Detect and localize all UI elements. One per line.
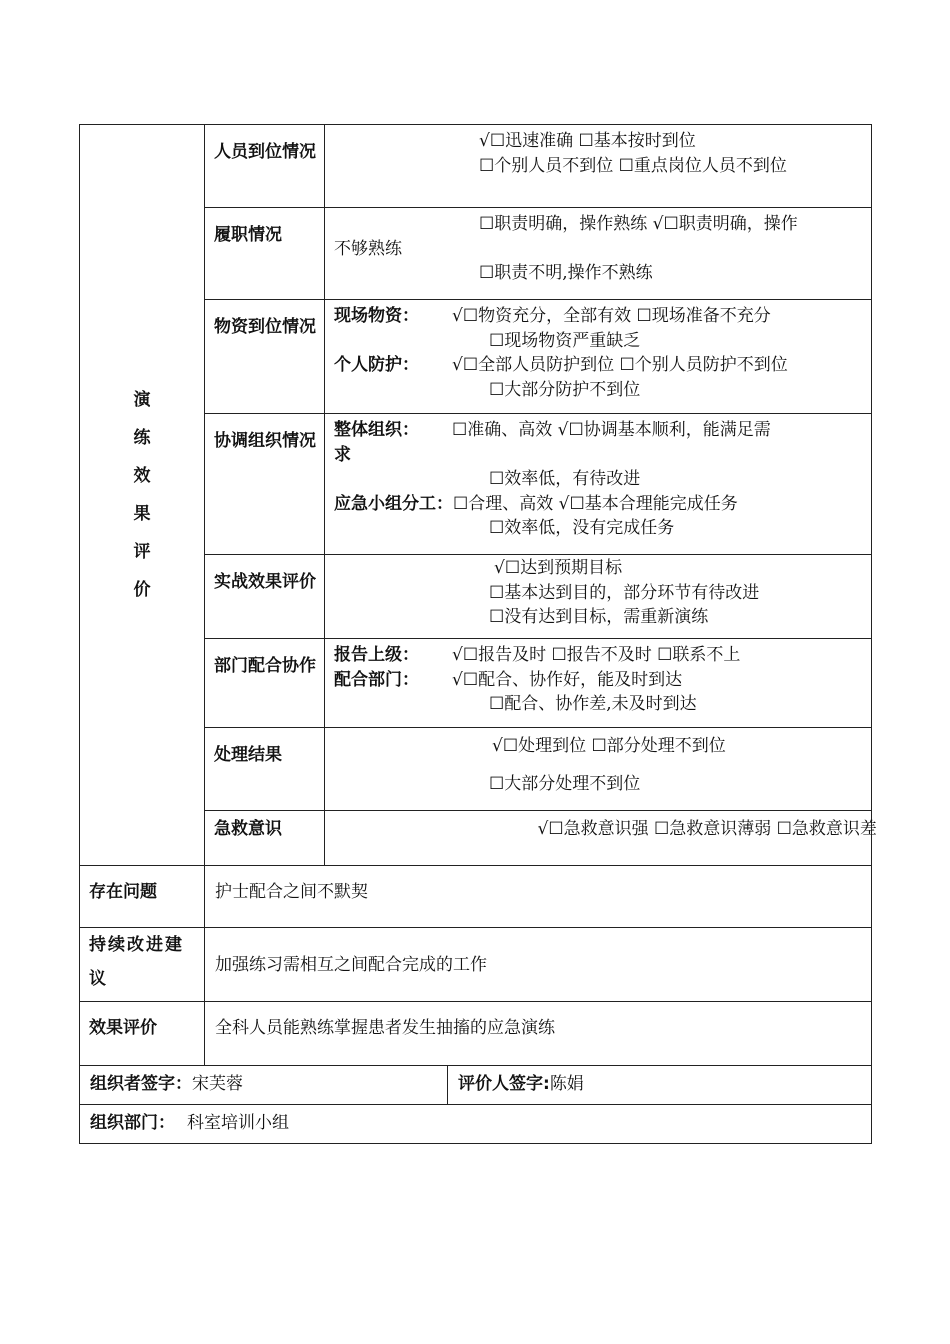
content-handling-result <box>325 728 872 811</box>
organizing-department-label: 组织部门： <box>90 1113 175 1133</box>
row-organizing-department <box>80 1105 872 1144</box>
label-personnel: 人员到位情况 <box>205 125 325 208</box>
first-aid-spacer <box>325 811 448 866</box>
evaluation-table <box>79 124 877 1144</box>
overall-organization-line1: ☐准确、高效 √☐协调基本顺利，能满足需 <box>452 420 771 440</box>
label-improvement-line1: 持续改进建 <box>89 935 184 955</box>
row-signatures <box>80 1066 872 1105</box>
cooperating-dept-label: 配合部门： <box>334 669 419 690</box>
personal-protection-label: 个人防护： <box>334 355 419 375</box>
label-duty: 履职情况 <box>205 208 325 300</box>
section-title-drill-effect: 演 练 效 果 评 价 <box>80 125 205 866</box>
personal-protection-line1: √☐全部人员防护到位 ☐个别人员防护不到位 <box>452 355 788 375</box>
team-division-line1: ☐合理、高效 √☐基本合理能完成任务 <box>453 493 738 514</box>
organizer-signature-label: 组织者签字： <box>90 1074 192 1094</box>
row-improvement <box>80 928 872 1002</box>
content-department-cooperation <box>325 639 872 728</box>
label-department-cooperation: 部门配合协作 <box>205 639 325 728</box>
content-duty <box>325 208 872 300</box>
evaluator-signature-cell <box>448 1066 872 1105</box>
organizing-department-value: 科室培训小组 <box>187 1113 289 1133</box>
onsite-supplies-line1: √☐物资充分，全部有效 ☐现场准备不充分 <box>452 306 771 326</box>
organizer-signature-cell <box>80 1066 448 1105</box>
report-superior-line: √☐报告及时 ☐报告不及时 ☐联系不上 <box>452 645 741 665</box>
label-handling-result: 处理结果 <box>205 728 325 811</box>
row-effect <box>80 1002 872 1066</box>
label-first-aid: 急救意识 <box>205 811 325 866</box>
content-combat-effect <box>325 555 872 639</box>
cooperating-dept-line1: √☐配合、协作好，能及时到达 <box>452 669 683 690</box>
drill-evaluation-form <box>79 124 877 1144</box>
overall-organization-label: 整体组织： <box>334 420 419 440</box>
duty-line1: ☐职责明确，操作熟练 √☐职责明确，操作 <box>479 214 798 234</box>
overall-organization-wrap: 求 <box>334 444 351 465</box>
report-superior-label: 报告上级： <box>334 645 419 665</box>
content-first-aid <box>448 811 877 866</box>
content-supplies <box>325 300 872 414</box>
duty-line2: 不够熟练 <box>334 238 402 259</box>
team-division-line2: ☐效率低，没有完成任务 <box>489 518 675 538</box>
personnel-line2: ☐个别人员不到位 ☐重点岗位人员不到位 <box>479 155 787 176</box>
personal-protection-line2: ☐大部分防护不到位 <box>489 379 641 400</box>
evaluator-signature-label: 评价人签字: <box>458 1074 550 1094</box>
onsite-supplies-label: 现场物资： <box>334 306 419 326</box>
value-improvement: 加强练习需相互之间配合完成的工作 <box>205 928 872 1002</box>
label-problems: 存在问题 <box>80 866 205 928</box>
organizer-signature-name: 宋芙蓉 <box>192 1074 243 1094</box>
label-coordination: 协调组织情况 <box>205 414 325 555</box>
label-combat-effect: 实战效果评价 <box>205 555 325 639</box>
result-line1: √☐处理到位 ☐部分处理不到位 <box>492 736 726 756</box>
personnel-line1: √☐迅速准确 ☐基本按时到位 <box>479 131 696 151</box>
evaluator-signature-name: 陈娟 <box>549 1074 584 1094</box>
first-aid-line1: √☐急救意识强 ☐急救意识薄弱 ☐急救意识差 <box>537 819 877 839</box>
overall-organization-line2: ☐效率低，有待改进 <box>489 469 641 489</box>
row-problems <box>80 866 872 928</box>
content-coordination <box>325 414 872 555</box>
combat-line1: √☐达到预期目标 <box>494 558 623 578</box>
value-effect: 全科人员能熟练掌握患者发生抽搐的应急演练 <box>205 1002 872 1066</box>
result-line2: ☐大部分处理不到位 <box>489 774 641 794</box>
value-problems: 护士配合之间不默契 <box>205 866 872 928</box>
combat-line3: ☐没有达到目标，需重新演练 <box>489 607 709 627</box>
label-effect: 效果评价 <box>80 1002 205 1066</box>
cooperating-dept-line2: ☐配合、协作差,未及时到达 <box>489 694 697 714</box>
label-supplies: 物资到位情况 <box>205 300 325 414</box>
onsite-supplies-line2: ☐现场物资严重缺乏 <box>489 330 641 351</box>
duty-line3: ☐职责不明,操作不熟练 <box>479 263 653 283</box>
label-improvement-line2: 议 <box>89 969 108 989</box>
organizing-department-cell <box>80 1105 872 1144</box>
label-improvement <box>80 928 205 1002</box>
row-personnel <box>80 125 872 208</box>
combat-line2: ☐基本达到目的，部分环节有待改进 <box>489 582 760 603</box>
team-division-label: 应急小组分工： <box>334 493 453 514</box>
content-personnel <box>325 125 872 208</box>
